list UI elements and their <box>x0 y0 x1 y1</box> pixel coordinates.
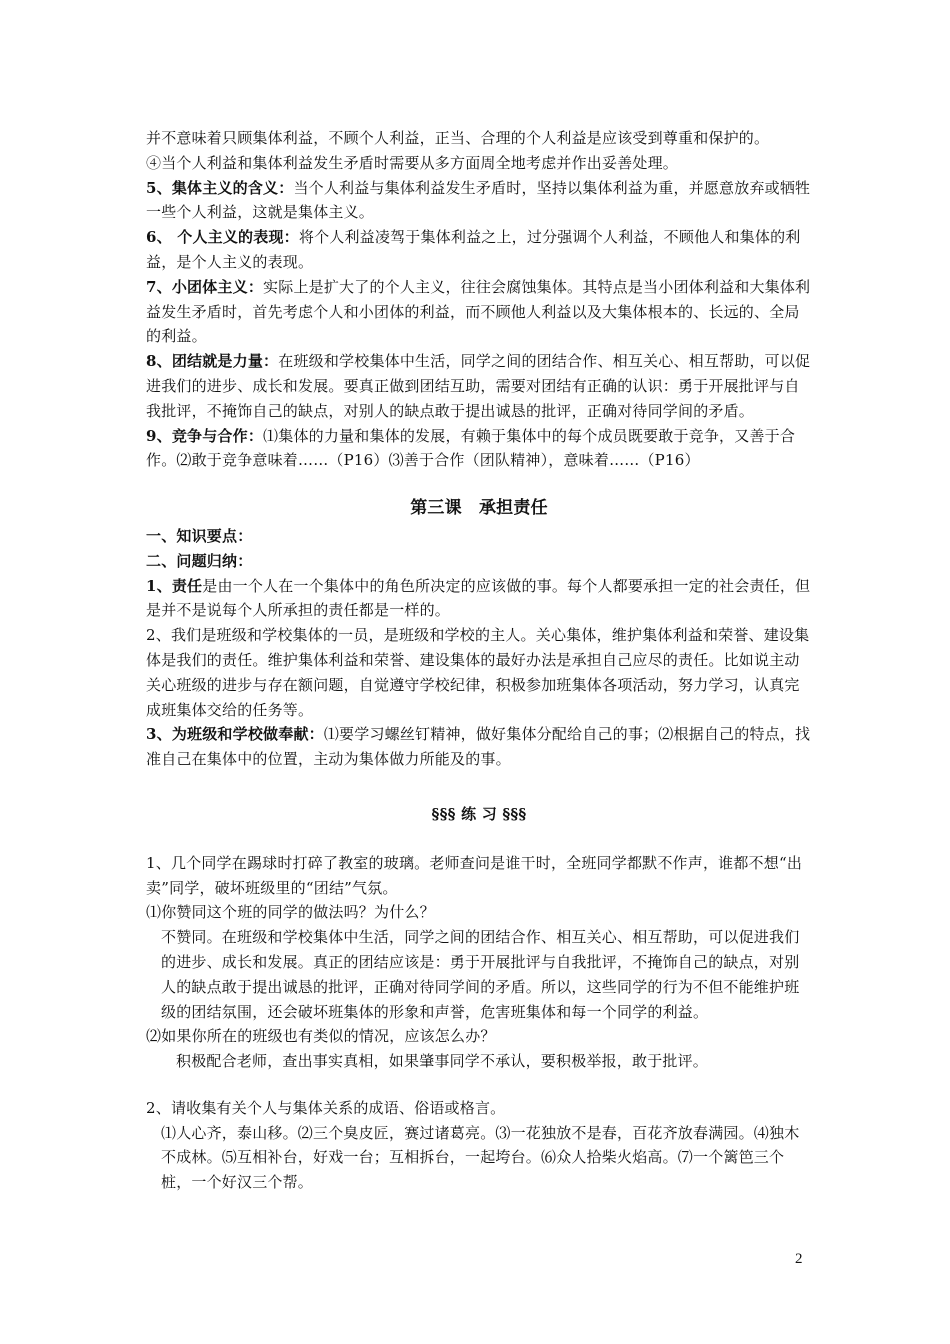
item-text: ⑴集体的力量和集体的发展，有赖于集体中的每个成员既要敢于竞争，又善于合作。⑵敢于竞争意味着……（P16）⑶善于合作（团队精神），意味着……（P16） <box>146 426 796 470</box>
exercise-1-answer-2: 积极配合老师，查出事实真相，如果肇事同学不承认，要积极举报，敢于批评。 <box>176 1052 709 1071</box>
paragraph: 并不意味着只顾集体利益，不顾个人利益，正当、合理的个人利益是应该受到尊重和保护的。 <box>146 129 770 147</box>
page-number: 2 <box>795 1251 803 1267</box>
paragraph: ④当个人利益和集体利益发生矛盾时需要从多方面周全地考虑并作出妥善处理。 <box>146 153 679 172</box>
section-heading-questions: 二、问题归纳： <box>146 551 253 570</box>
item-text: 实际上是扩大了的个人主义，往往会腐蚀集体。其特点是当小团体利益和大集体利益发生矛盾时，首先考虑个人和小团体的利益，而不顾他人利益以及大集体根本的、长远的、全局的利益。 <box>146 277 811 346</box>
item-text: 在班级和学校集体中生活，同学之间的团结合作、相互关心、相互帮助，可以促进我们的进步、成长和发展。要真正做到团结互助，需要对团结有正确的认识：勇于开展批评与自我批评，不掩饰自己的缺点，对别人的缺点敢于提出诚恳的批评，正确对待同学间的矛盾。 <box>146 352 811 420</box>
item-heading: 6、 个人主义的表现： <box>146 228 299 247</box>
exercise-2: 2、请收集有关个人与集体关系的成语、俗语或格言。 <box>146 1098 506 1117</box>
item-9 <box>146 424 812 474</box>
item-5 <box>146 176 812 226</box>
page-content <box>146 126 812 1195</box>
question-3 <box>146 722 812 772</box>
item-heading: 5、集体主义的含义： <box>146 178 294 197</box>
item-heading: 8、团结就是力量： <box>146 352 279 371</box>
question-heading: 3、为班级和学校做奉献： <box>146 725 324 744</box>
item-heading: 7、小团体主义： <box>146 277 264 296</box>
exercise-title: §§§ 练 习 §§§ <box>431 804 527 823</box>
item-8 <box>146 349 812 423</box>
item-6 <box>146 225 812 275</box>
section-heading-knowledge: 一、知识要点： <box>146 526 253 545</box>
question-1 <box>146 574 812 624</box>
exercise-2-answer: ⑴人心齐，泰山移。⑵三个臭皮匠，赛过诸葛亮。⑶一花独放不是春，百花齐放春满园。⑷独木不成林。⑸互相补台，好戏一台；互相拆台，一起垮台。⑹众人拾柴火焰高。⑺一个篱笆三个桩，一个好汉三个帮。 <box>161 1123 800 1192</box>
exercise-1: 1、几个同学在踢球时打碎了教室的玻璃。老师查问是谁干时，全班同学都默不作声，谁都不想“出卖”同学，破坏班级里的“团结”气氛。 <box>146 853 803 897</box>
exercise-1-answer-1: 不赞同。在班级和学校集体中生活，同学之间的团结合作、相互关心、相互帮助，可以促进我们的进步、成长和发展。真正的团结应该是：勇于开展批评与自我批评，不掩饰自己的缺点，对别人的缺点敢于提出诚恳的批评，正确对待同学间的矛盾。所以，这些同学的行为不但不能维护班级的团结氛围，还会破坏班集体的形象和声誉，危害班集体和每一个同学的利益。 <box>161 928 800 1021</box>
item-text: 当个人利益与集体利益发生矛盾时，坚持以集体利益为重，并愿意放弃或牺牲一些个人利益，这就是集体主义。 <box>146 178 811 222</box>
item-text: 将个人利益凌驾于集体利益之上，过分强调个人利益，不顾他人和集体的利益，是个人主义的表现。 <box>146 228 801 271</box>
question-heading: 1、责任 <box>146 576 203 595</box>
exercise-1-question-2: ⑵如果你所在的班级也有类似的情况，应该怎么办？ <box>146 1027 496 1046</box>
item-7 <box>146 275 812 349</box>
question-text: 是由一个人在一个集体中的角色所决定的应该做的事。每个人都要承担一定的社会责任，但是并不是说每个人所承担的责任都是一样的。 <box>146 576 811 620</box>
item-heading: 9、竞争与合作： <box>146 426 264 445</box>
exercise-1-question-1: ⑴你赞同这个班的同学的做法吗？为什么？ <box>146 903 435 922</box>
question-text: ⑴要学习螺丝钉精神，做好集体分配给自己的事；⑵根据自己的特点，找准自己在集体中的位置，主动为集体做力所能及的事。 <box>146 725 811 769</box>
question-2: 2、我们是班级和学校集体的一员，是班级和学校的主人。关心集体，维护集体利益和荣誉、建设集体是我们的责任。维护集体利益和荣誉、建设集体的最好办法是承担自己应尽的责任。比如说主动关心班级的进步与存在额问题，自觉遵守学校纪律，积极参加班集体各项活动，努力学习，认真完成班集体交给的任务等。 <box>146 626 810 719</box>
lesson-title: 第三课 承担责任 <box>410 498 548 519</box>
